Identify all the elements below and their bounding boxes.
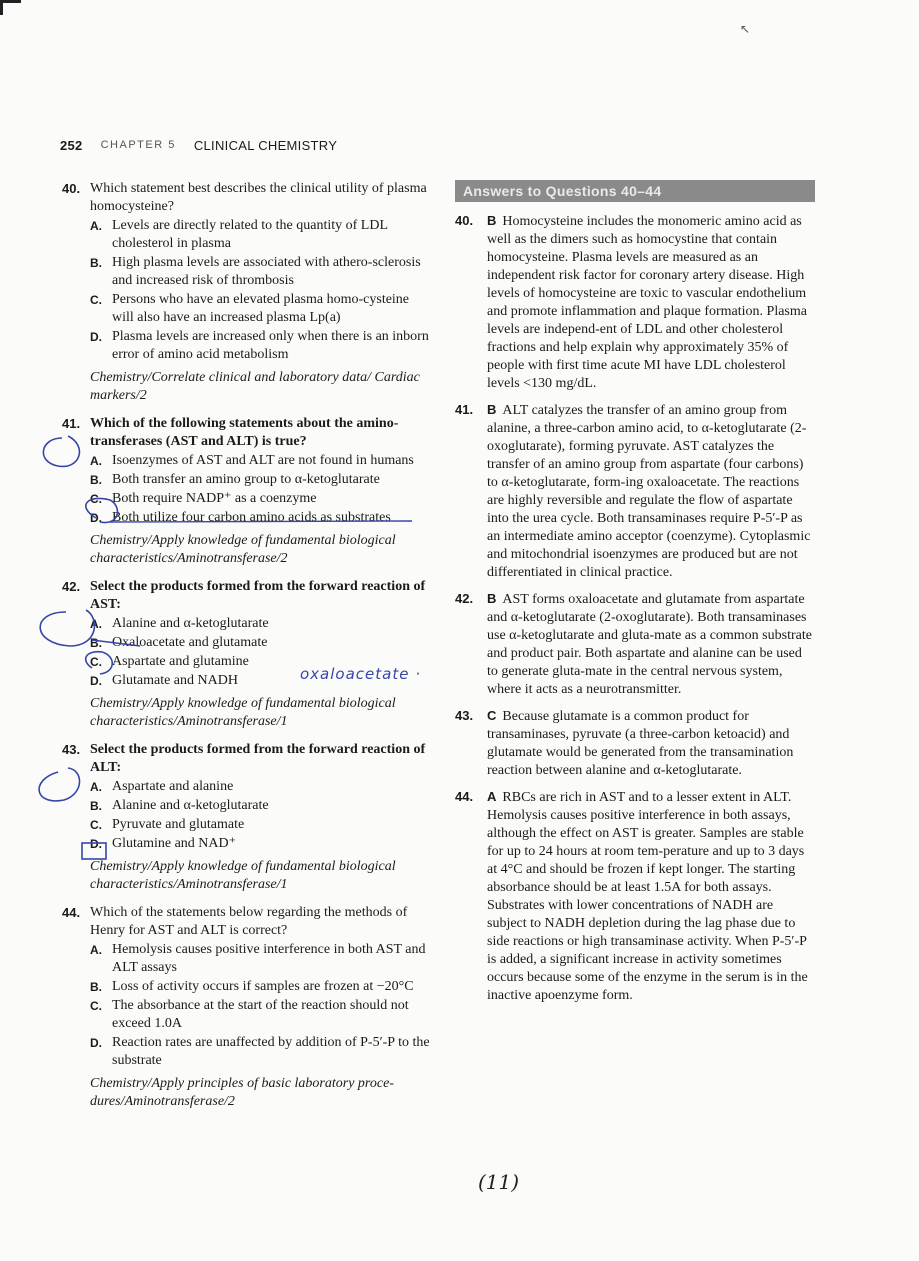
- answer-explanation: Because glutamate is a common product for transaminases, pyruvate (a three-carbon ketoacid) and glutamate would be generated from the transamination reaction between alanine and α-ketoglutarate.: [487, 709, 794, 778]
- option-b: [90, 978, 432, 996]
- option-letter: D.: [90, 674, 102, 688]
- option-text: Glutamate and NADH: [112, 673, 238, 688]
- option-letter: D.: [90, 330, 102, 344]
- option-letter: D.: [90, 837, 102, 851]
- option-letter: B.: [90, 256, 102, 270]
- question-category: Chemistry/Apply knowledge of fundamental biological characteristics/Aminotransferase/1: [90, 696, 396, 729]
- answer-44: [455, 788, 815, 1005]
- question-category: Chemistry/Apply knowledge of fundamental biological characteristics/Aminotransferase/1: [90, 859, 396, 892]
- page-footer-mark: (11): [478, 1170, 520, 1194]
- chapter-label: CHAPTER 5: [100, 139, 176, 151]
- option-c: [90, 997, 432, 1033]
- answer-41: [455, 401, 815, 582]
- option-text: Persons who have an elevated plasma homo-cysteine will also have an increased plasma Lp(a): [112, 292, 410, 325]
- option-text: Alanine and α-ketoglutarate: [112, 798, 269, 813]
- answers-column: [455, 180, 815, 1013]
- answer-number: 43.: [455, 708, 474, 723]
- option-letter: A.: [90, 219, 102, 233]
- answer-43: [455, 707, 815, 780]
- answer-number: 41.: [455, 402, 474, 417]
- option-a: [90, 452, 432, 470]
- option-b: [90, 254, 432, 290]
- question-42: [62, 578, 432, 731]
- option-d: [90, 835, 432, 853]
- question-category: Chemistry/Apply knowledge of fundamental biological characteristics/Aminotransferase/2: [90, 533, 396, 566]
- option-a: [90, 941, 432, 977]
- option-text: High plasma levels are associated with athero-sclerosis and increased risk of thrombosis: [112, 255, 421, 288]
- scan-speck: ↖: [740, 22, 751, 36]
- option-letter: B.: [90, 636, 102, 650]
- answer-explanation: Homocysteine includes the monomeric amino acid as well as the dimers such as homocystine that contain homocysteine. Plasma levels are measured as an independent risk factor for coronary artery disease. High levels of homocysteine are toxic to vascular endothelium and promote inflammation and plaque formation. Plasma levels are independ-ent of LDL and other cholesterol fractions and help explain why approximately 35% of people with first time acute MI have LDL cholesterol levels <130 mg/dL.: [487, 214, 807, 391]
- option-letter: A.: [90, 943, 102, 957]
- answer-number: 42.: [455, 591, 474, 606]
- answer-number: 44.: [455, 789, 474, 804]
- option-text: Loss of activity occurs if samples are frozen at −20°C: [112, 979, 414, 994]
- option-text: Glutamine and NAD⁺: [112, 836, 237, 851]
- option-text: Plasma levels are increased only when there is an inborn error of amino acid metabolism: [112, 329, 429, 362]
- option-letter: A.: [90, 617, 102, 631]
- option-a: [90, 615, 432, 633]
- option-b: [90, 634, 432, 652]
- question-number: 42.: [62, 579, 81, 594]
- question-stem: Which of the statements below regarding the methods of Henry for AST and ALT is correct?: [90, 905, 408, 938]
- answer-letter: B: [487, 402, 497, 417]
- option-letter: C.: [90, 293, 102, 307]
- option-text: Hemolysis causes positive interference in both AST and ALT assays: [112, 942, 426, 975]
- option-text: Levels are directly related to the quantity of LDL cholesterol in plasma: [112, 218, 388, 251]
- question-number: 40.: [62, 181, 81, 196]
- section-title: CLINICAL CHEMISTRY: [193, 138, 338, 153]
- question-stem: Select the products formed from the forward reaction of ALT:: [90, 742, 426, 775]
- answer-letter: B: [487, 591, 497, 606]
- page-number: 252: [60, 138, 83, 153]
- answer-explanation: AST forms oxaloacetate and glutamate from aspartate and α-ketoglutarate (2-oxoglutarate). Both transaminases use α-ketoglutarate and gluta-mate as a common substrate and product pair. Both aspartate and alanine can be used to generate gluta-mate in the central nervous system, where it acts as a neurotransmitter.: [487, 592, 812, 697]
- option-letter: D.: [90, 511, 102, 525]
- option-text: Alanine and α-ketoglutarate: [112, 616, 269, 631]
- option-letter: B.: [90, 980, 102, 994]
- scan-corner-mark: [0, 0, 21, 15]
- option-c: [90, 291, 432, 327]
- option-a: [90, 217, 432, 253]
- question-category: Chemistry/Apply principles of basic laboratory proce-dures/Aminotransferase/2: [90, 1076, 394, 1109]
- question-category: Chemistry/Correlate clinical and laboratory data/ Cardiac markers/2: [90, 370, 420, 403]
- option-letter: D.: [90, 1036, 102, 1050]
- answers-header: Answers to Questions 40–44: [455, 180, 815, 202]
- answer-explanation: RBCs are rich in AST and to a lesser extent in ALT. Hemolysis causes positive interference in both assays, although the effect on AST is greater. Samples are stable for up to 24 hours at room tem-perature and up to 3 days at 4°C and should be frozen if kept longer. The starting absorbance should be at least 1.5A for both assays. Substrates with lower concentrations of NADH are subject to NADH depletion during the lag phase due to side reactions or high transaminase activity. When P-5′-P is added, a significant increase in activity sometimes occurs because some of the enzyme in the serum is in the inactive apoenzyme form.: [487, 790, 808, 1003]
- option-text: Pyruvate and glutamate: [112, 817, 245, 832]
- answer-42: [455, 590, 815, 699]
- option-c: [90, 490, 432, 508]
- option-text: Both utilize four carbon amino acids as substrates: [112, 510, 391, 525]
- option-letter: C.: [90, 655, 102, 669]
- handwritten-note: oxaloacetate ·: [300, 665, 421, 683]
- option-letter: C.: [90, 818, 102, 832]
- option-letter: C.: [90, 999, 102, 1013]
- answer-40: [455, 212, 815, 393]
- option-text: Both transfer an amino group to α-ketoglutarate: [112, 472, 380, 487]
- question-44: [62, 904, 432, 1111]
- answer-letter: B: [487, 213, 497, 228]
- answer-explanation: ALT catalyzes the transfer of an amino group from alanine, a three-carbon amino acid, to α-ketoglutarate (2-oxoglutarate), forming pyruvate. AST catalyzes the transfer of an amino group from aspartate (four carbons) to α-ketoglutarate, form-ing oxaloacetate. The reactions are highly reversible and regulate the flow of aspartate into the urea cycle. Both transaminases require P-5′-P as an intermediate amino acceptor (coenzyme). Cytoplasmic and mitochondrial isoenzymes are produced but are not differentiated in clinical practice.: [487, 403, 811, 580]
- question-40: [62, 180, 432, 405]
- option-text: Oxaloacetate and glutamate: [112, 635, 268, 650]
- option-b: [90, 471, 432, 489]
- option-text: Aspartate and alanine: [112, 779, 234, 794]
- option-text: Aspartate and glutamine: [112, 654, 249, 669]
- option-b: [90, 797, 432, 815]
- questions-column: [62, 180, 432, 1121]
- option-letter: C.: [90, 492, 102, 506]
- question-stem: Which statement best describes the clinical utility of plasma homocysteine?: [90, 181, 427, 214]
- option-text: Isoenzymes of AST and ALT are not found in humans: [112, 453, 414, 468]
- option-text: The absorbance at the start of the reaction should not exceed 1.0A: [112, 998, 409, 1031]
- option-letter: A.: [90, 780, 102, 794]
- question-stem: Select the products formed from the forward reaction of AST:: [90, 579, 426, 612]
- option-d: [90, 1034, 432, 1070]
- option-text: Reaction rates are unaffected by addition of P-5′-P to the substrate: [112, 1035, 430, 1068]
- running-head: [60, 138, 337, 153]
- option-d: [90, 328, 432, 364]
- option-c: [90, 816, 432, 834]
- answer-letter: C: [487, 708, 497, 723]
- question-number: 43.: [62, 742, 81, 757]
- question-number: 44.: [62, 905, 81, 920]
- option-letter: A.: [90, 454, 102, 468]
- option-letter: B.: [90, 473, 102, 487]
- option-d: [90, 509, 432, 527]
- question-stem: Which of the following statements about the amino-transferases (AST and ALT) is true?: [90, 416, 399, 449]
- question-43: [62, 741, 432, 894]
- answer-letter: A: [487, 789, 497, 804]
- question-number: 41.: [62, 416, 81, 431]
- question-41: [62, 415, 432, 568]
- answer-number: 40.: [455, 213, 474, 228]
- option-a: [90, 778, 432, 796]
- option-letter: B.: [90, 799, 102, 813]
- option-text: Both require NADP⁺ as a coenzyme: [112, 491, 317, 506]
